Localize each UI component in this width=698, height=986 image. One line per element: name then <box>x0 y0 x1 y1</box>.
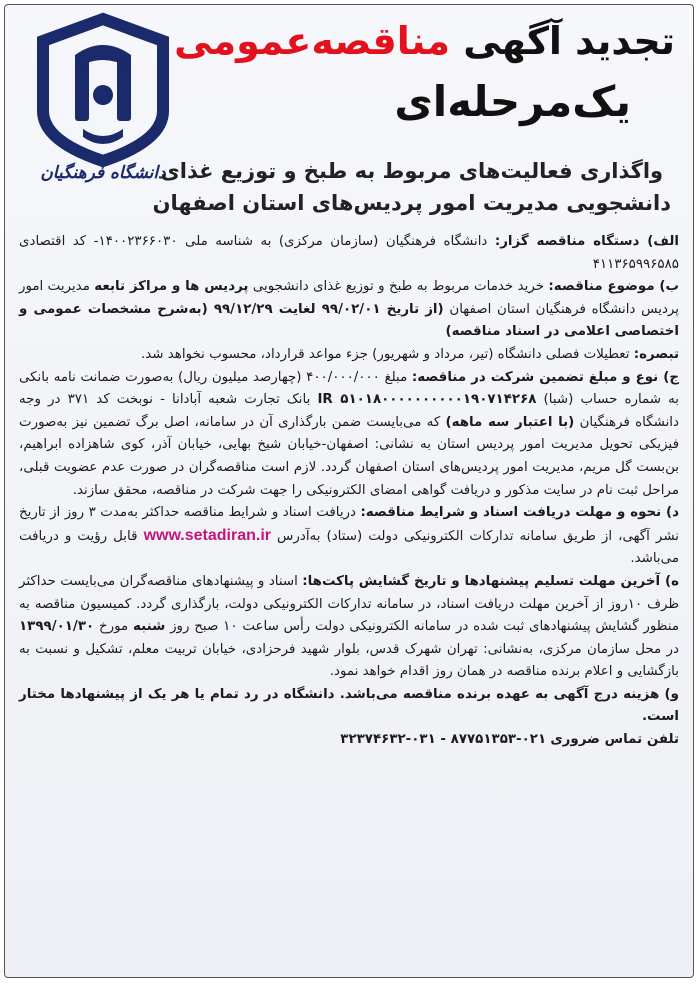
contact-phones: ۰۲۱-۸۷۷۵۱۳۵۳ - ۰۳۱-۳۲۳۷۴۶۳۲ <box>340 732 547 748</box>
section-note-label: تبصره: <box>633 346 679 362</box>
section-he-text1: اسناد و پیشنهادهای مناقصه‌گران می‌بایست حداکثر ظرف ۱۰روز از آخرین مهلت دریافت اسناد، در سامانه تدارکات الکترونیکی دولت، بارگذاری گردد. کمیسیون مناقصه به منظور گشایش پیشنهادهای ثبت شده در سامانه الکترونیکی دولت رأس ساعت ۱۰ صبح روز <box>14 573 679 635</box>
title-part2: مناقصه‌عمومی <box>174 19 451 63</box>
title-part1: تجدید آگهی <box>463 19 675 63</box>
tender-notice <box>4 4 694 978</box>
section-he-date: ۱۳۹۹/۰۱/۳۰ <box>19 619 95 635</box>
section-jim-text2: بانک تجارت شعبه آبادانا - نوبخت کد ۳۷۱ در وجه دانشگاه فرهنگیان <box>14 392 679 430</box>
section-he-label: ه) آخرین مهلت تسلیم پیشنهادها و تاریخ گشایش پاکت‌ها: <box>302 573 679 589</box>
section-jim-label: ج) نوع و مبلغ تضمین شرکت در مناقصه: <box>411 369 679 385</box>
section-jim-bold: (با اعتبار سه ماهه) <box>445 414 575 430</box>
subject-line2: دانشجویی مدیریت امور پردیس‌های استان اصفهان <box>152 191 671 215</box>
section-vav: و) هزینه درج آگهی به عهده برنده مناقصه می‌باشد. دانشگاه در رد تمام یا هر یک از پیشنهادها مختار است. <box>14 686 679 725</box>
section-note-text: تعطیلات فصلی دانشگاه (تیر، مرداد و شهریور) جزء مواعد قرارداد، محسوب نخواهد شد. <box>141 346 634 362</box>
section-alef <box>14 231 679 276</box>
university-emblem-icon <box>13 11 193 171</box>
section-he-day: شنبه <box>133 619 166 635</box>
section-he <box>14 571 679 684</box>
section-alef-label: الف) دستگاه مناقصه گزار: <box>494 234 679 249</box>
section-he-text2: مورخ <box>94 619 134 635</box>
section-be-text1: خرید خدمات مربوط به طبخ و توزیع غذای دانشجویی <box>248 279 549 295</box>
iban-number: IR ۵۱۰۱۸۰۰۰۰۰۰۰۰۰۰۱۹۰۷۱۴۲۶۸ <box>317 392 537 408</box>
section-be-label: ب) موضوع مناقصه: <box>548 279 679 295</box>
section-be-text2: مدیریت امور پردیس دانشگاه فرهنگیان استان اصفهان <box>14 279 680 317</box>
section-alef-text: دانشگاه فرهنگیان (سازمان مرکزی) به شناسه ملی ۱۴۰۰۲۳۶۶۰۳۰- کد اقتصادی ۴۱۱۳۶۵۹۹۶۵۸۵ <box>14 234 679 272</box>
section-jim-text1: مبلغ ۴۰۰/۰۰۰/۰۰۰ (چهارصد میلیون ریال) به‌صورت ضمانت نامه بانکی به شماره حساب (شبا) <box>14 369 680 408</box>
section-dal <box>14 502 680 571</box>
section-he-text3: در محل سازمان مرکزی، به‌نشانی: تهران شهرک قدس، بلوار شهید فرحزادی، خیابان تربیت معلم، تشکیل و نسبت به بازگشایی و اعلام برنده مناقصه در همان روز اقدام خواهد نمود. <box>14 619 679 680</box>
section-jim-text3: که می‌بایست ضمن بارگذاری آن در سامانه، اصل برگ تضمین نیز به‌صورت فیزیکی تحویل مدیریت امور پردیس استان به نشانی: اصفهان-خیابان شیخ بهایی، خیابان آذر، کوی شاهزاده ابراهیم، بن‌بست گل مریم، مدیریت امور پردیس‌های استان اصفهان گردد. لازم است مناقصه‌گران در صورت عدم عضویت قبلی، مراحل ثبت نام در سایت مذکور و دریافت گواهی امضای الکترونیکی را جهت شرکت در مناقصه، محقق سازند. <box>14 414 680 498</box>
setadiran-link[interactable]: www.setadiran.ir <box>143 526 272 544</box>
section-be-bold1: پردیس ها و مراکز تابعه <box>94 279 249 295</box>
section-be-bold2: (از تاریخ ۹۹/۰۲/۰۱ لغایت ۹۹/۱۲/۲۹ (به‌شرح مشخصات عمومی و اختصاصی اعلامی در اسناد مناقصه) <box>14 301 679 340</box>
notice-body <box>14 231 680 969</box>
subject-line1: واگذاری فعالیت‌های مربوط به طبخ و توزیع غذای <box>160 159 664 183</box>
contact-line <box>19 729 679 752</box>
section-dal-text1: دریافت اسناد و شرایط مناقصه حداکثر به‌مدت ۳ روز از تاریخ نشر آگهی، از طریق سامانه تدارکات الکترونیکی دولت (ستاد) به‌آدرس <box>14 505 679 544</box>
notice-subject <box>153 155 671 219</box>
section-note <box>19 344 679 367</box>
section-dal-label: د) نحوه و مهلت دریافت اسناد و شرایط مناقصه: <box>360 505 680 521</box>
section-be <box>14 276 680 344</box>
logo-caption: دانشگاه فرهنگیان <box>40 163 166 183</box>
section-jim <box>14 367 680 503</box>
notice-title <box>174 19 675 63</box>
section-dal-text2: قابل رؤیت و دریافت می‌باشد. <box>14 528 679 567</box>
contact-label: تلفن تماس ضروری <box>550 732 679 748</box>
notice-title-line2: یک‌مرحله‌ای <box>394 77 631 126</box>
